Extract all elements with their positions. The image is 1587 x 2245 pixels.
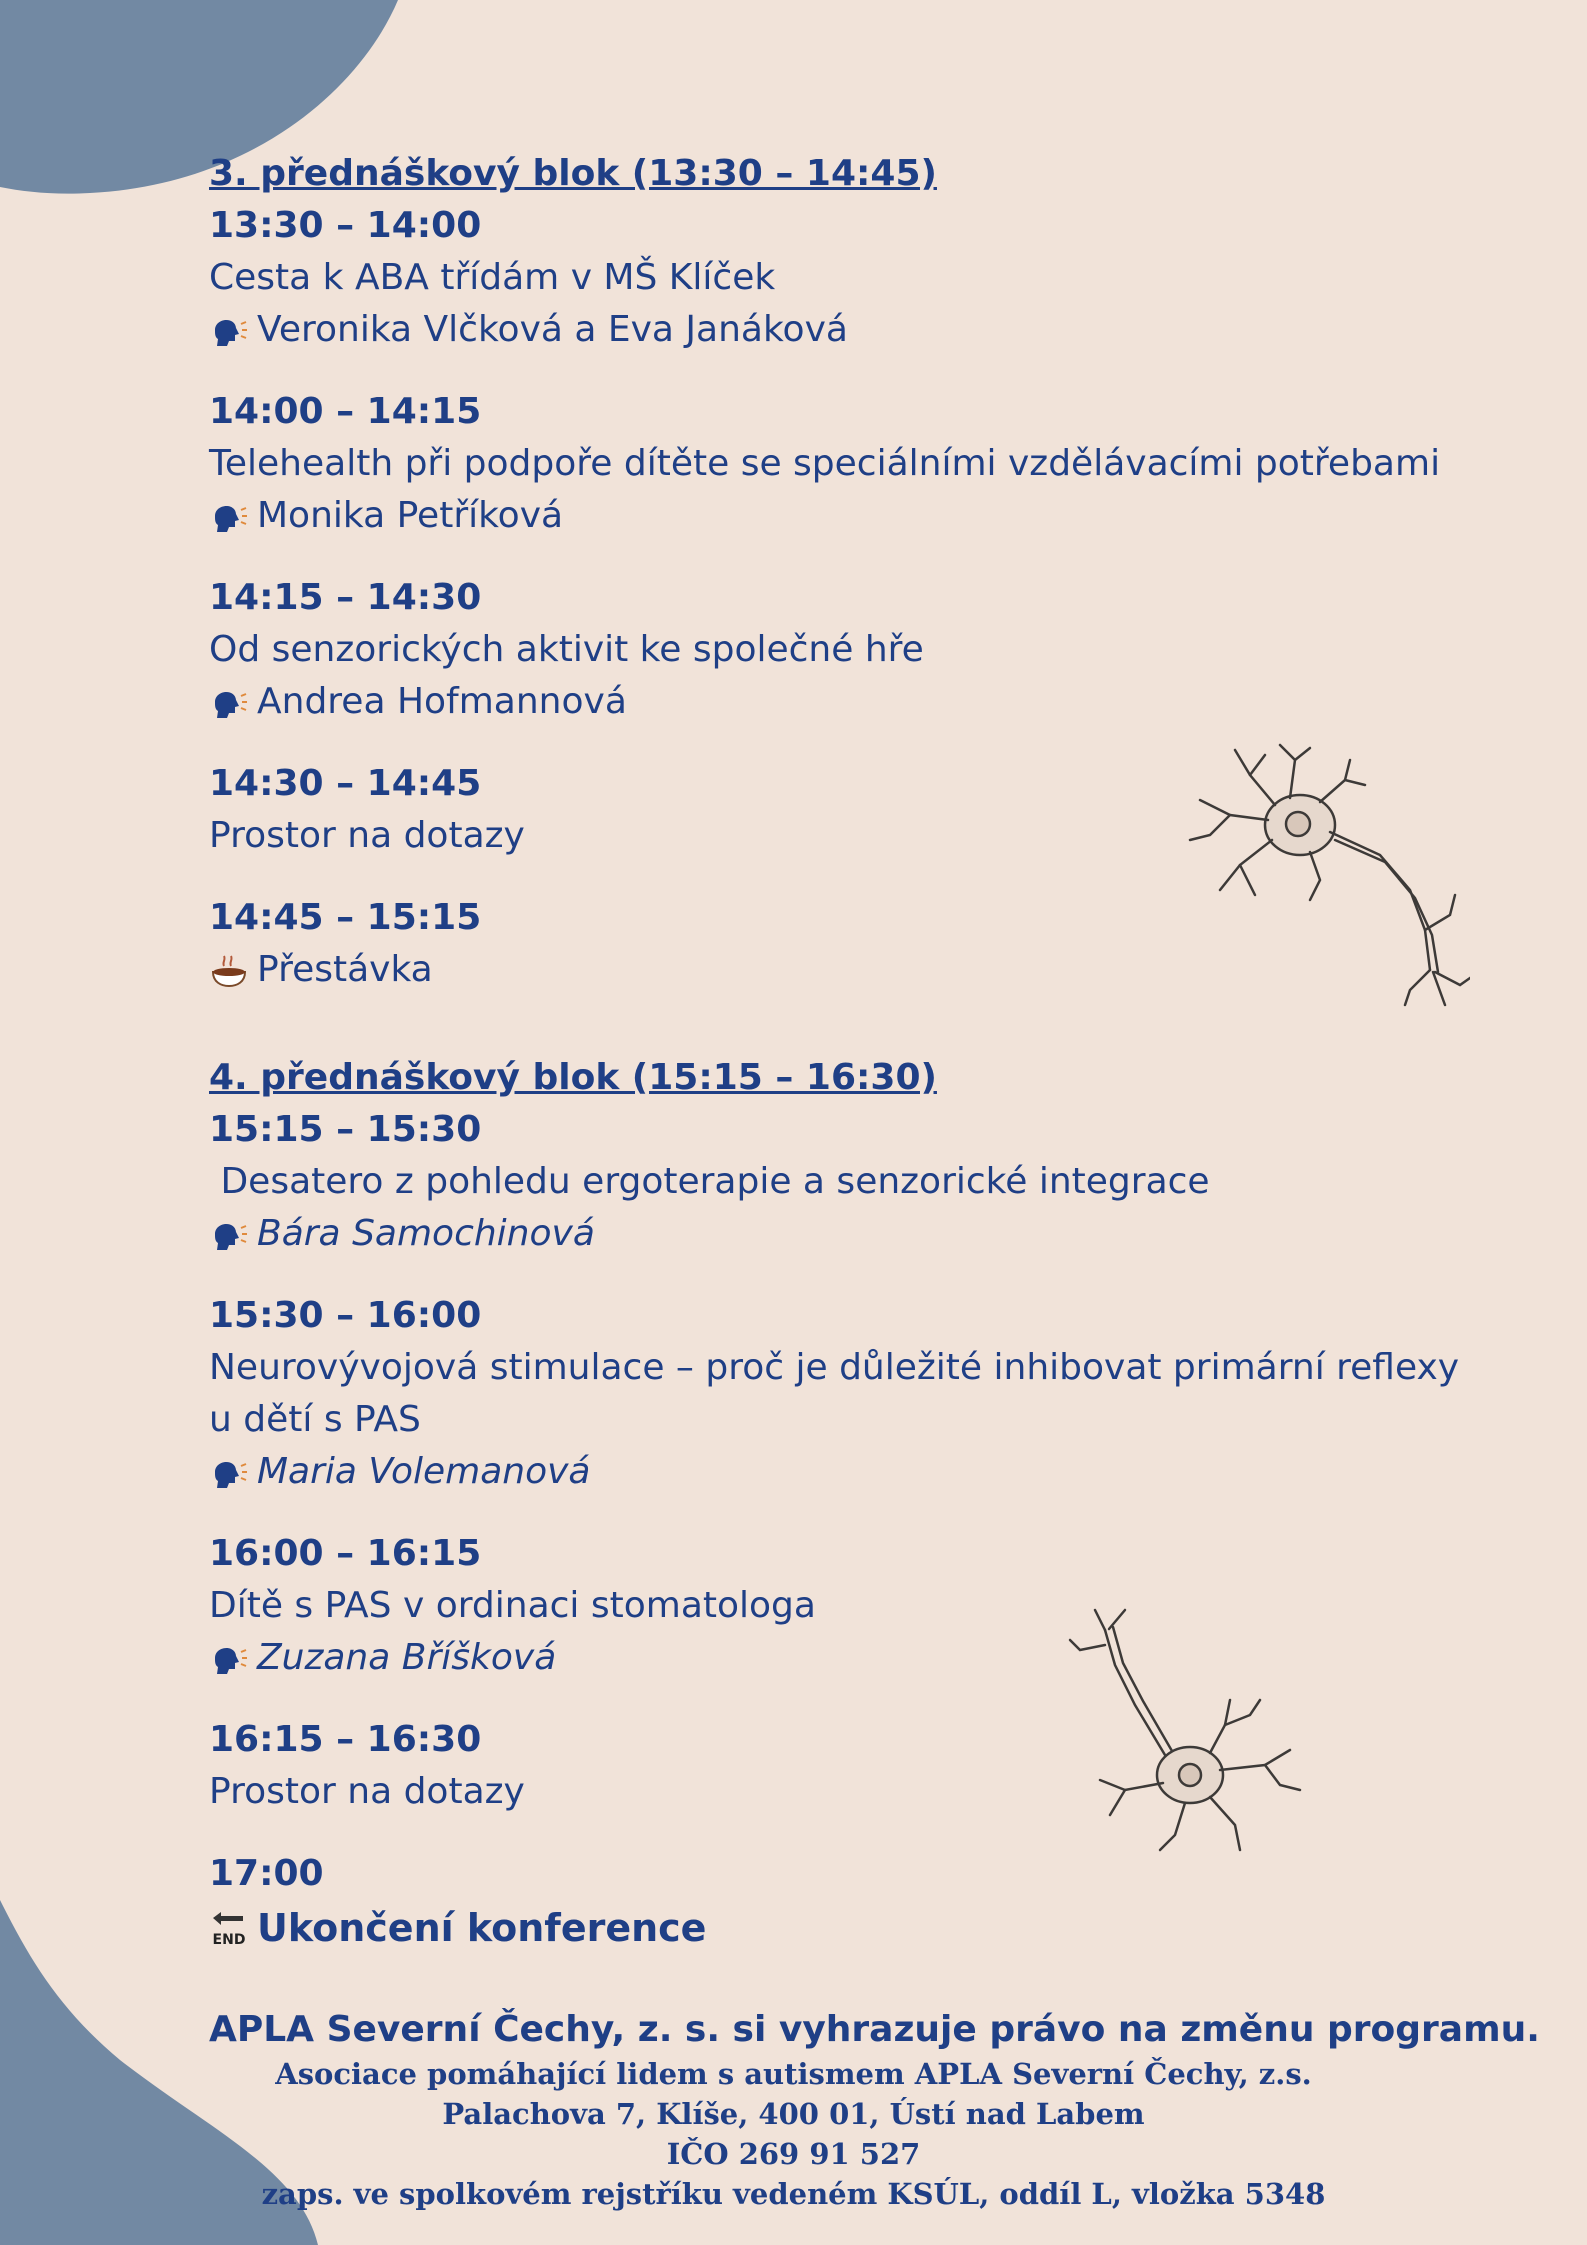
speaker-line [209,490,1469,542]
talk-title: Telehealth při podpoře dítěte se speciálními vzdělávacími potřebami [209,443,1441,484]
speaker-name: Veronika Vlčková a Eva Janáková [257,309,848,350]
time-slot: 16:15 – 16:30 [209,1719,482,1760]
conference-end-label: Ukončení konference [257,1906,707,1950]
talk-title: Od senzorických aktivit ke společné hře [209,629,924,670]
block-4-title: 4. přednáškový blok (15:15 – 16:30) [209,1057,937,1098]
talk-title: Prostor na dotazy [209,815,525,856]
speaking-head-icon [209,682,249,722]
break-label: Přestávka [257,949,433,990]
speaker-line [209,1632,1469,1684]
speaking-head-icon [209,1214,249,1254]
speaker-name: Andrea Hofmannová [257,681,627,722]
time-slot: 16:00 – 16:15 [209,1533,482,1574]
footer-org-name: Asociace pomáhající lidem s autismem APLA Severní Čechy, z.s. [275,2057,1312,2091]
time-slot: 13:30 – 14:00 [209,205,482,246]
break-line [209,944,1469,996]
speaking-head-icon [209,496,249,536]
end-arrow-icon [209,1908,249,1948]
footer-address: Palachova 7, Klíše, 400 01, Ústí nad Labem [442,2097,1145,2131]
talk-title-line-2: u dětí s PAS [209,1399,421,1440]
speaker-line [209,1446,1469,1498]
speaker-line [209,1208,1469,1260]
speaking-head-icon [209,1638,249,1678]
coffee-cup-icon [209,950,249,990]
speaking-head-icon [209,1452,249,1492]
footer-ico: IČO 269 91 527 [666,2137,921,2171]
talk-title: Cesta k ABA třídám v MŠ Klíček [209,257,776,298]
organization-footer [0,2054,1587,2214]
talk-title: Prostor na dotazy [209,1771,525,1812]
time-slot: 14:30 – 14:45 [209,763,482,804]
speaker-name: Zuzana Bříšková [257,1637,557,1678]
program-content [209,148,1469,1956]
program-change-disclaimer: APLA Severní Čechy, z. s. si vyhrazuje právo na změnu programu. [209,2009,1540,2050]
speaker-name: Monika Petříková [257,495,564,536]
time-slot: 14:00 – 14:15 [209,391,482,432]
speaking-head-icon [209,310,249,350]
talk-title-line-1: Neurovývojová stimulace – proč je důležité inhibovat primární reflexy [209,1347,1460,1388]
footer-registry: zaps. ve spolkovém rejstříku vedeném KSÚL, oddíl L, vložka 5348 [261,2177,1326,2211]
time-slot: 14:15 – 14:30 [209,577,482,618]
talk-title: Dítě s PAS v ordinaci stomatologa [209,1585,816,1626]
speaker-line [209,676,1469,728]
conference-end-line [209,1900,1469,1956]
time-slot: 14:45 – 15:15 [209,897,482,938]
speaker-name: Maria Volemanová [257,1451,591,1492]
talk-title: Desatero z pohledu ergoterapie a senzorické integrace [209,1161,1210,1202]
speaker-line [209,304,1469,356]
end-badge-text: END [212,1932,246,1948]
block-3-title: 3. přednáškový blok (13:30 – 14:45) [209,153,937,194]
time-slot: 15:15 – 15:30 [209,1109,482,1150]
time-slot: 15:30 – 16:00 [209,1295,482,1336]
speaker-name: Bára Samochinová [257,1213,595,1254]
time-slot: 17:00 [209,1853,324,1894]
